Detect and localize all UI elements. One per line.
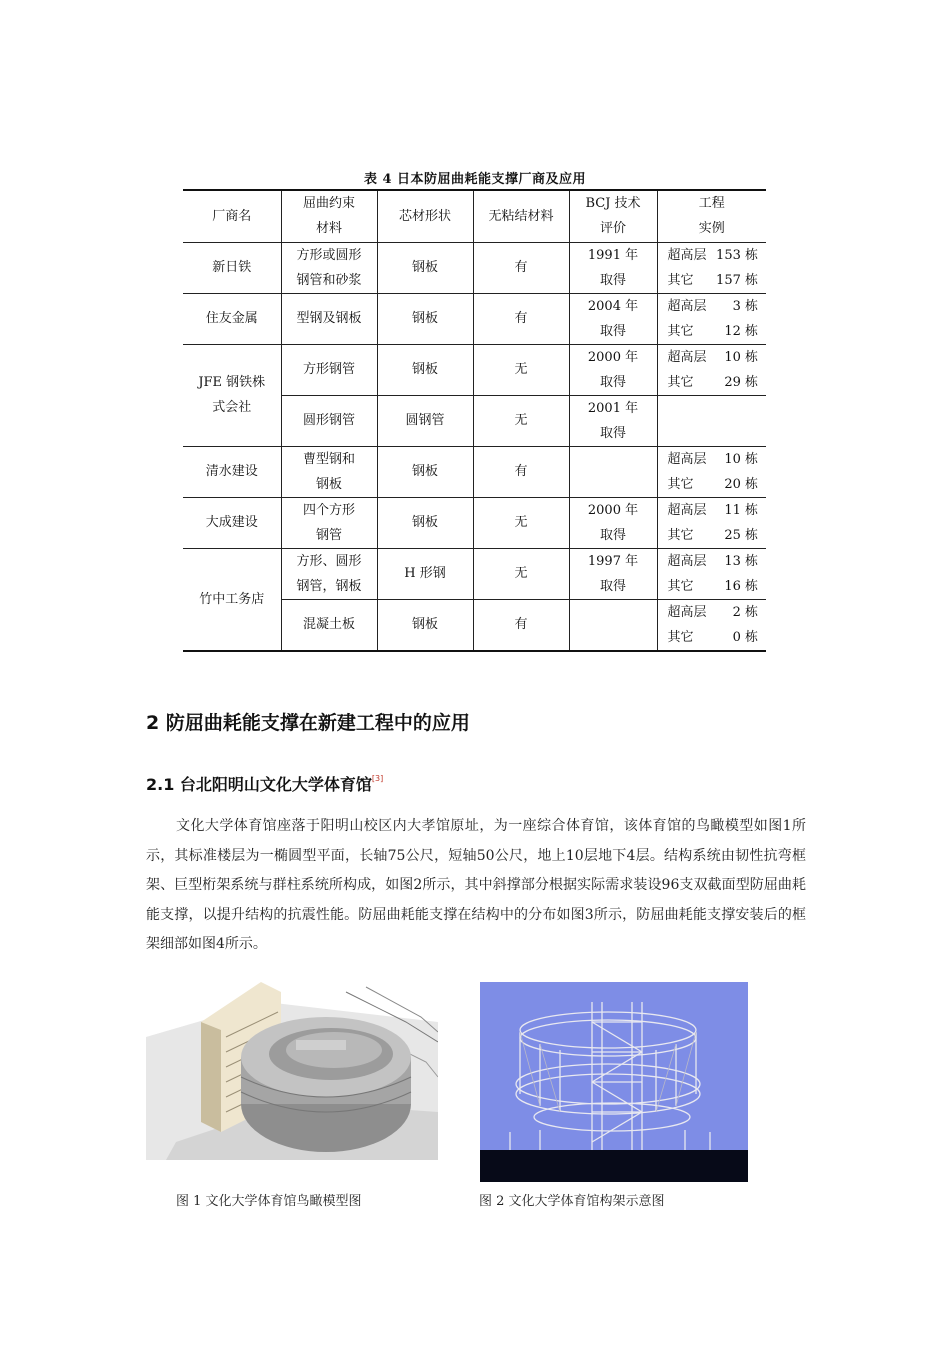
figure-1-image [146,982,438,1160]
cell-projects [657,395,766,446]
cell-restraint: 方形或圆形 钢管和砂浆 [281,242,377,293]
table-row [183,344,766,395]
cell-bcj [569,446,657,497]
cell-projects: 超高层 13 栋 其它 16 栋 [657,548,766,599]
header-manufacturer: 厂商名 [212,208,252,224]
cell-unbonded: 无 [473,548,569,599]
citation-ref[interactable]: [3] [371,774,384,783]
table-row [183,293,766,344]
figure-2-caption: 图 2 文化大学体育馆构架示意图 [479,1194,665,1209]
cell-core: 钢板 [377,497,473,548]
cell-unbonded: 有 [473,242,569,293]
cell-core: 钢板 [377,446,473,497]
cell-bcj: 1997 年 取得 [569,548,657,599]
cell-restraint: 型钢及钢板 [281,293,377,344]
cell-restraint: 混凝土板 [281,599,377,651]
table-row [183,242,766,293]
cell-restraint: 方形、圆形 钢管，钢板 [281,548,377,599]
cell-bcj: 2000 年 取得 [569,497,657,548]
cell-unbonded: 无 [473,344,569,395]
cell-projects: 超高层 3 栋 其它 12 栋 [657,293,766,344]
cell-manufacturer: 住友金属 [205,311,258,326]
cell-unbonded: 有 [473,599,569,651]
cell-restraint: 圆形钢管 [281,395,377,446]
cell-bcj [569,599,657,651]
cell-manufacturer: JFE 钢铁株 式会社 [198,375,266,415]
header-bcj: BCJ 技术 评价 [569,190,657,242]
cell-projects: 超高层 10 栋 其它 20 栋 [657,446,766,497]
cell-unbonded: 无 [473,395,569,446]
cell-core: 钢板 [377,293,473,344]
cell-restraint: 四个方形 钢管 [281,497,377,548]
table-row [183,446,766,497]
header-restraint: 屈曲约束 材料 [281,190,377,242]
table-row [183,548,766,599]
header-unbonded: 无粘结材料 [473,190,569,242]
cell-manufacturer: 新日铁 [212,260,252,275]
cell-core: 钢板 [377,344,473,395]
cell-projects: 超高层 153 栋 其它 157 栋 [657,242,766,293]
table-header-row [183,190,766,242]
figure-1-caption: 图 1 文化大学体育馆鸟瞰模型图 [176,1194,362,1209]
manufacturer-table [183,189,766,652]
cell-core: 钢板 [377,242,473,293]
cell-manufacturer: 清水建设 [205,464,258,479]
cell-projects: 超高层 11 栋 其它 25 栋 [657,497,766,548]
cell-bcj: 2001 年 取得 [569,395,657,446]
section-heading: 2 防屈曲耗能支撑在新建工程中的应用 [146,712,470,734]
cell-core: 圆钢管 [377,395,473,446]
cell-manufacturer: 竹中工务店 [199,591,265,607]
cell-restraint: 曹型钢和 钢板 [281,446,377,497]
cell-unbonded: 有 [473,446,569,497]
cell-bcj: 2004 年 取得 [569,293,657,344]
cell-unbonded: 有 [473,293,569,344]
cell-manufacturer: 大成建设 [205,515,258,530]
header-projects: 工程 实例 [657,190,766,242]
cell-bcj: 1991 年 取得 [569,242,657,293]
cell-core: H 形钢 [377,548,473,599]
cell-bcj: 2000 年 取得 [569,344,657,395]
header-core: 芯材形状 [377,190,473,242]
cell-projects: 超高层 10 栋 其它 29 栋 [657,344,766,395]
cell-projects: 超高层 2 栋 其它 0 栋 [657,599,766,651]
figure-2-image [480,982,748,1182]
table-row [183,497,766,548]
body-paragraph: 文化大学体育馆座落于阳明山校区内大孝馆原址，为一座综合体育馆，该体育馆的鸟瞰模型如图1所示，其标准楼层为一椭圆型平面，长轴75公尺，短轴50公尺，地上10层地下4层。结构系统由韧性抗弯框架、巨型桁架系统与群柱系统所构成，如图2所示，其中斜撑部分根据实际需求装设96支双截面型防屈曲耗能支撑，以提升结构的抗震性能。防屈曲耗能支撑在结构中的分布如图3所示，防屈曲耗能支撑安装后的框架细部如图4所示。 [146,818,806,953]
cell-restraint: 方形钢管 [281,344,377,395]
cell-unbonded: 无 [473,497,569,548]
subsection-heading: 2.1 台北阳明山文化大学体育馆[3] [146,774,384,794]
cell-core: 钢板 [377,599,473,651]
table-caption: 表 4 日本防屈曲耗能支撑厂商及应用 [363,172,587,187]
